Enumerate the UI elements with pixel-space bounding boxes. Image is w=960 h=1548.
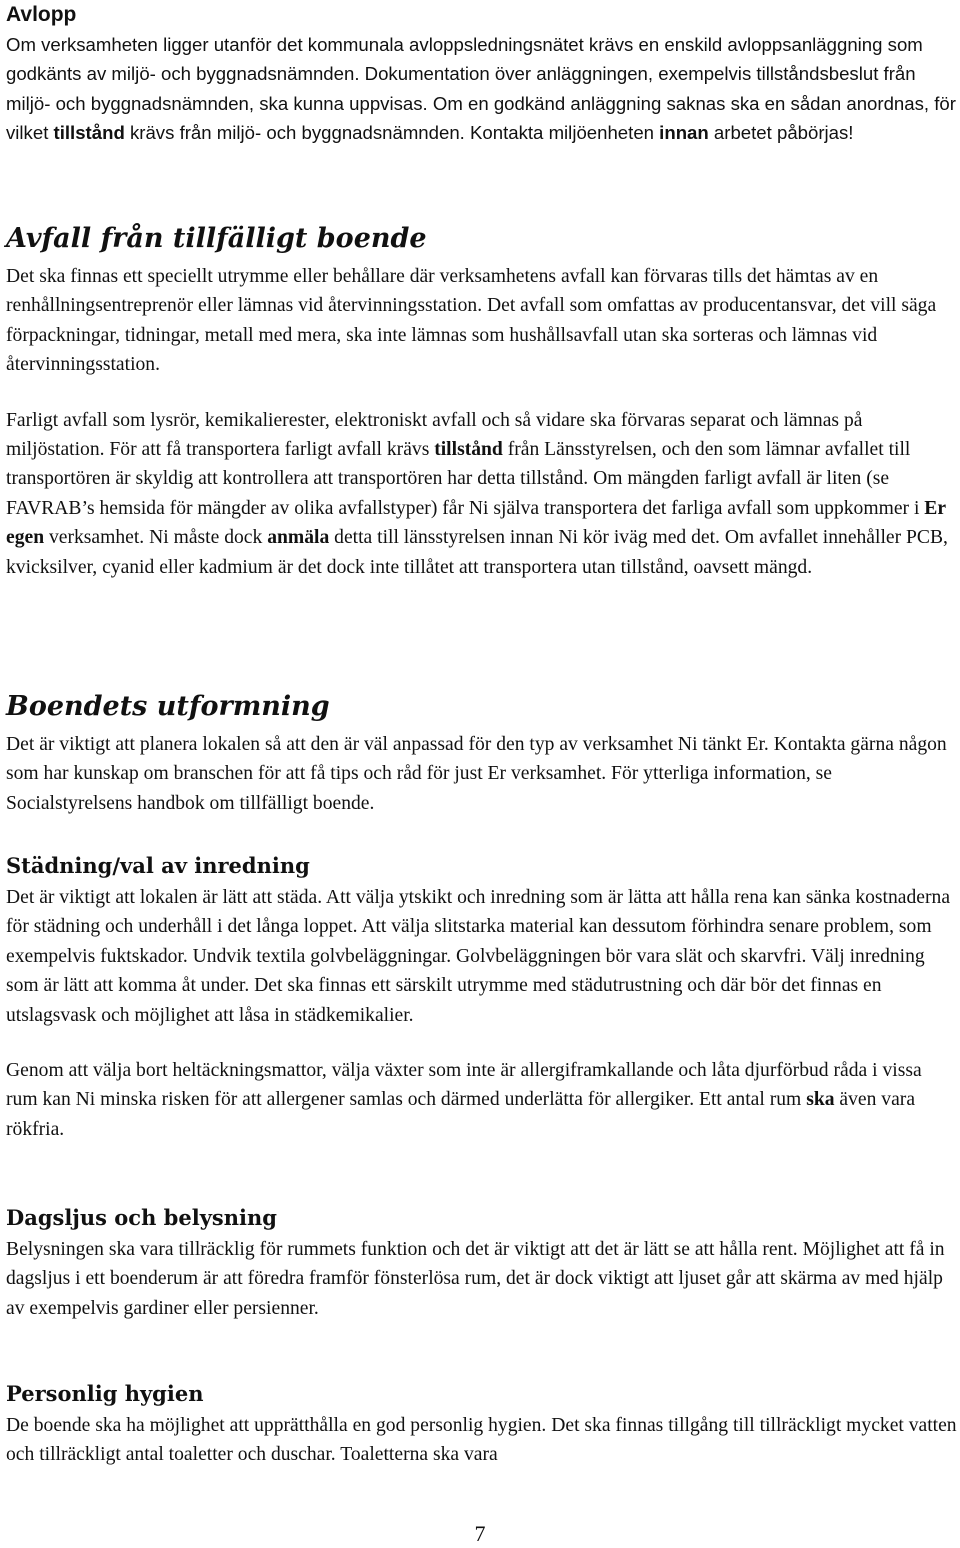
heading-avfall: Avfall från tillfälligt boende: [6, 223, 427, 254]
text-run: Genom att välja bort heltäckningsmattor, välja växter som inte är allergiframkallande och låta djurförbud råda i vissa rum kan Ni minska risken för att allergener samlas och därmed underlätta för allergiker. Ett antal rum: [6, 1060, 922, 1111]
page-number: 7: [474, 1521, 486, 1546]
section-personlig-hygien: [6, 1380, 958, 1470]
bold-run: tillstånd: [53, 122, 125, 144]
bold-run: anmäla: [267, 527, 330, 549]
section-avlopp: [6, 0, 958, 148]
text-run: även vara rökfria.: [6, 1089, 916, 1140]
bold-run: ska: [806, 1089, 835, 1111]
bold-run: innan: [659, 122, 709, 144]
heading-avlopp: Avlopp: [6, 3, 77, 26]
text-run: från Länsstyrelsen, och den som lämnar avfallet till transportören är skyldig att kontrollera att transportören har detta tillstånd. Om mängden farligt avfall är liten (se FAVRAB’s hemsida för mängder av olika avfallstyper) får Ni själva transportera det farliga avfall som uppkommer i: [6, 439, 925, 519]
heading-personlig-hygien: Personlig hygien: [6, 1381, 204, 1406]
paragraph-dagsljus: Belysningen ska vara tillräcklig för rummets funktion och det är viktigt att det är lätt se att hålla rent. Möjlighet att få in dagsljus i ett boenderum är att föredra framför fönsterlösa rum, det är dock viktigt att ljuset går att skärma av med hjälp av exempelvis gardiner eller persienner.: [6, 1239, 945, 1319]
heading-stadning: Städning/val av inredning: [6, 853, 310, 878]
heading-dagsljus: Dagsljus och belysning: [6, 1205, 277, 1230]
paragraph-avfall-2: [6, 406, 958, 582]
heading-boendets-utformning: Boendets utformning: [6, 691, 330, 722]
paragraph-avfall-1: Det ska finnas ett speciellt utrymme eller behållare där verksamhetens avfall kan förvaras tills det hämtas av en renhållningsentreprenör eller lämnas vid återvinningsstation. Det avfall som omfattas av producentansvar, det vill säga förpackningar, tidningar, metall med mera, ska inte lämnas som hushållsavfall utan ska sorteras och lämnas vid återvinningsstation.: [6, 266, 937, 376]
bold-run: tillstånd: [434, 439, 503, 461]
text-run: Om verksamheten ligger utanför det kommunala avloppsledningsnätet krävs en enskild avloppsanläggning som godkänts av miljö- och byggnadsnämnden. Dokumentation över anläggningen, exempelvis tillståndsbeslut från miljö- och byggnadsnämnden, ska kunna uppvisas. Om en godkänd anläggning saknas ska en sådan anordnas, för vilket: [6, 34, 956, 144]
section-stadning: [6, 852, 958, 1144]
section-boendets-utformning: [6, 690, 958, 818]
text-run: arbetet påbörjas!: [708, 122, 854, 144]
paragraph-avlopp: [6, 30, 958, 148]
text-run: verksamhet. Ni måste dock: [44, 527, 268, 549]
paragraph-stadning-1: Det är viktigt att lokalen är lätt att städa. Att välja ytskikt och inredning som är lätta att hålla rena kan sänka kostnaderna för städning och underhåll i det långa loppet. Att välja slitstarka material kan dessutom förhindra senare problem, som exempelvis fuktskador. Undvik textila golvbeläggningar. Golvbeläggningen bör vara slät och skarvfri. Välj inredning som är lätt att komma åt under. Det ska finnas ett särskilt utrymme med städutrustning och där bör det finnas en utslagsvask och möjlighet att låsa in städkemikalier.: [6, 887, 951, 1026]
bold-run: Er egen: [6, 497, 946, 549]
paragraph-hygien: De boende ska ha möjlighet att upprätthålla en god personlig hygien. Det ska finnas tillgång till tillräckligt mycket vatten och tillräckligt antal toaletter och duschar. Toaletterna ska vara: [6, 1415, 957, 1466]
paragraph-stadning-2: [6, 1056, 958, 1144]
paragraph-boendets: Det är viktigt att planera lokalen så att den är väl anpassad för den typ av verksamhet Ni tänkt Er. Kontakta gärna någon som har kunskap om branschen för att få tips och råd för just Er verksamhet. För ytterliga information, se Socialstyrelsens handbok om tillfälligt boende.: [6, 734, 947, 814]
text-run: detta till länsstyrelsen innan Ni kör iväg med det. Om avfallet innehåller PCB, kvicksilver, cyanid eller kadmium är det dock inte tillåtet att transportera utan tillstånd, oavsett mängd.: [6, 527, 948, 578]
text-run: krävs från miljö- och byggnadsnämnden. Kontakta miljöenheten: [124, 122, 660, 144]
section-avfall: [6, 222, 958, 582]
section-dagsljus: [6, 1204, 958, 1323]
text-run: Farligt avfall som lysrör, kemikalierester, elektroniskt avfall och så vidare ska förvaras separat och lämnas på miljöstation. För att få transportera farligt avfall krävs: [6, 409, 863, 461]
